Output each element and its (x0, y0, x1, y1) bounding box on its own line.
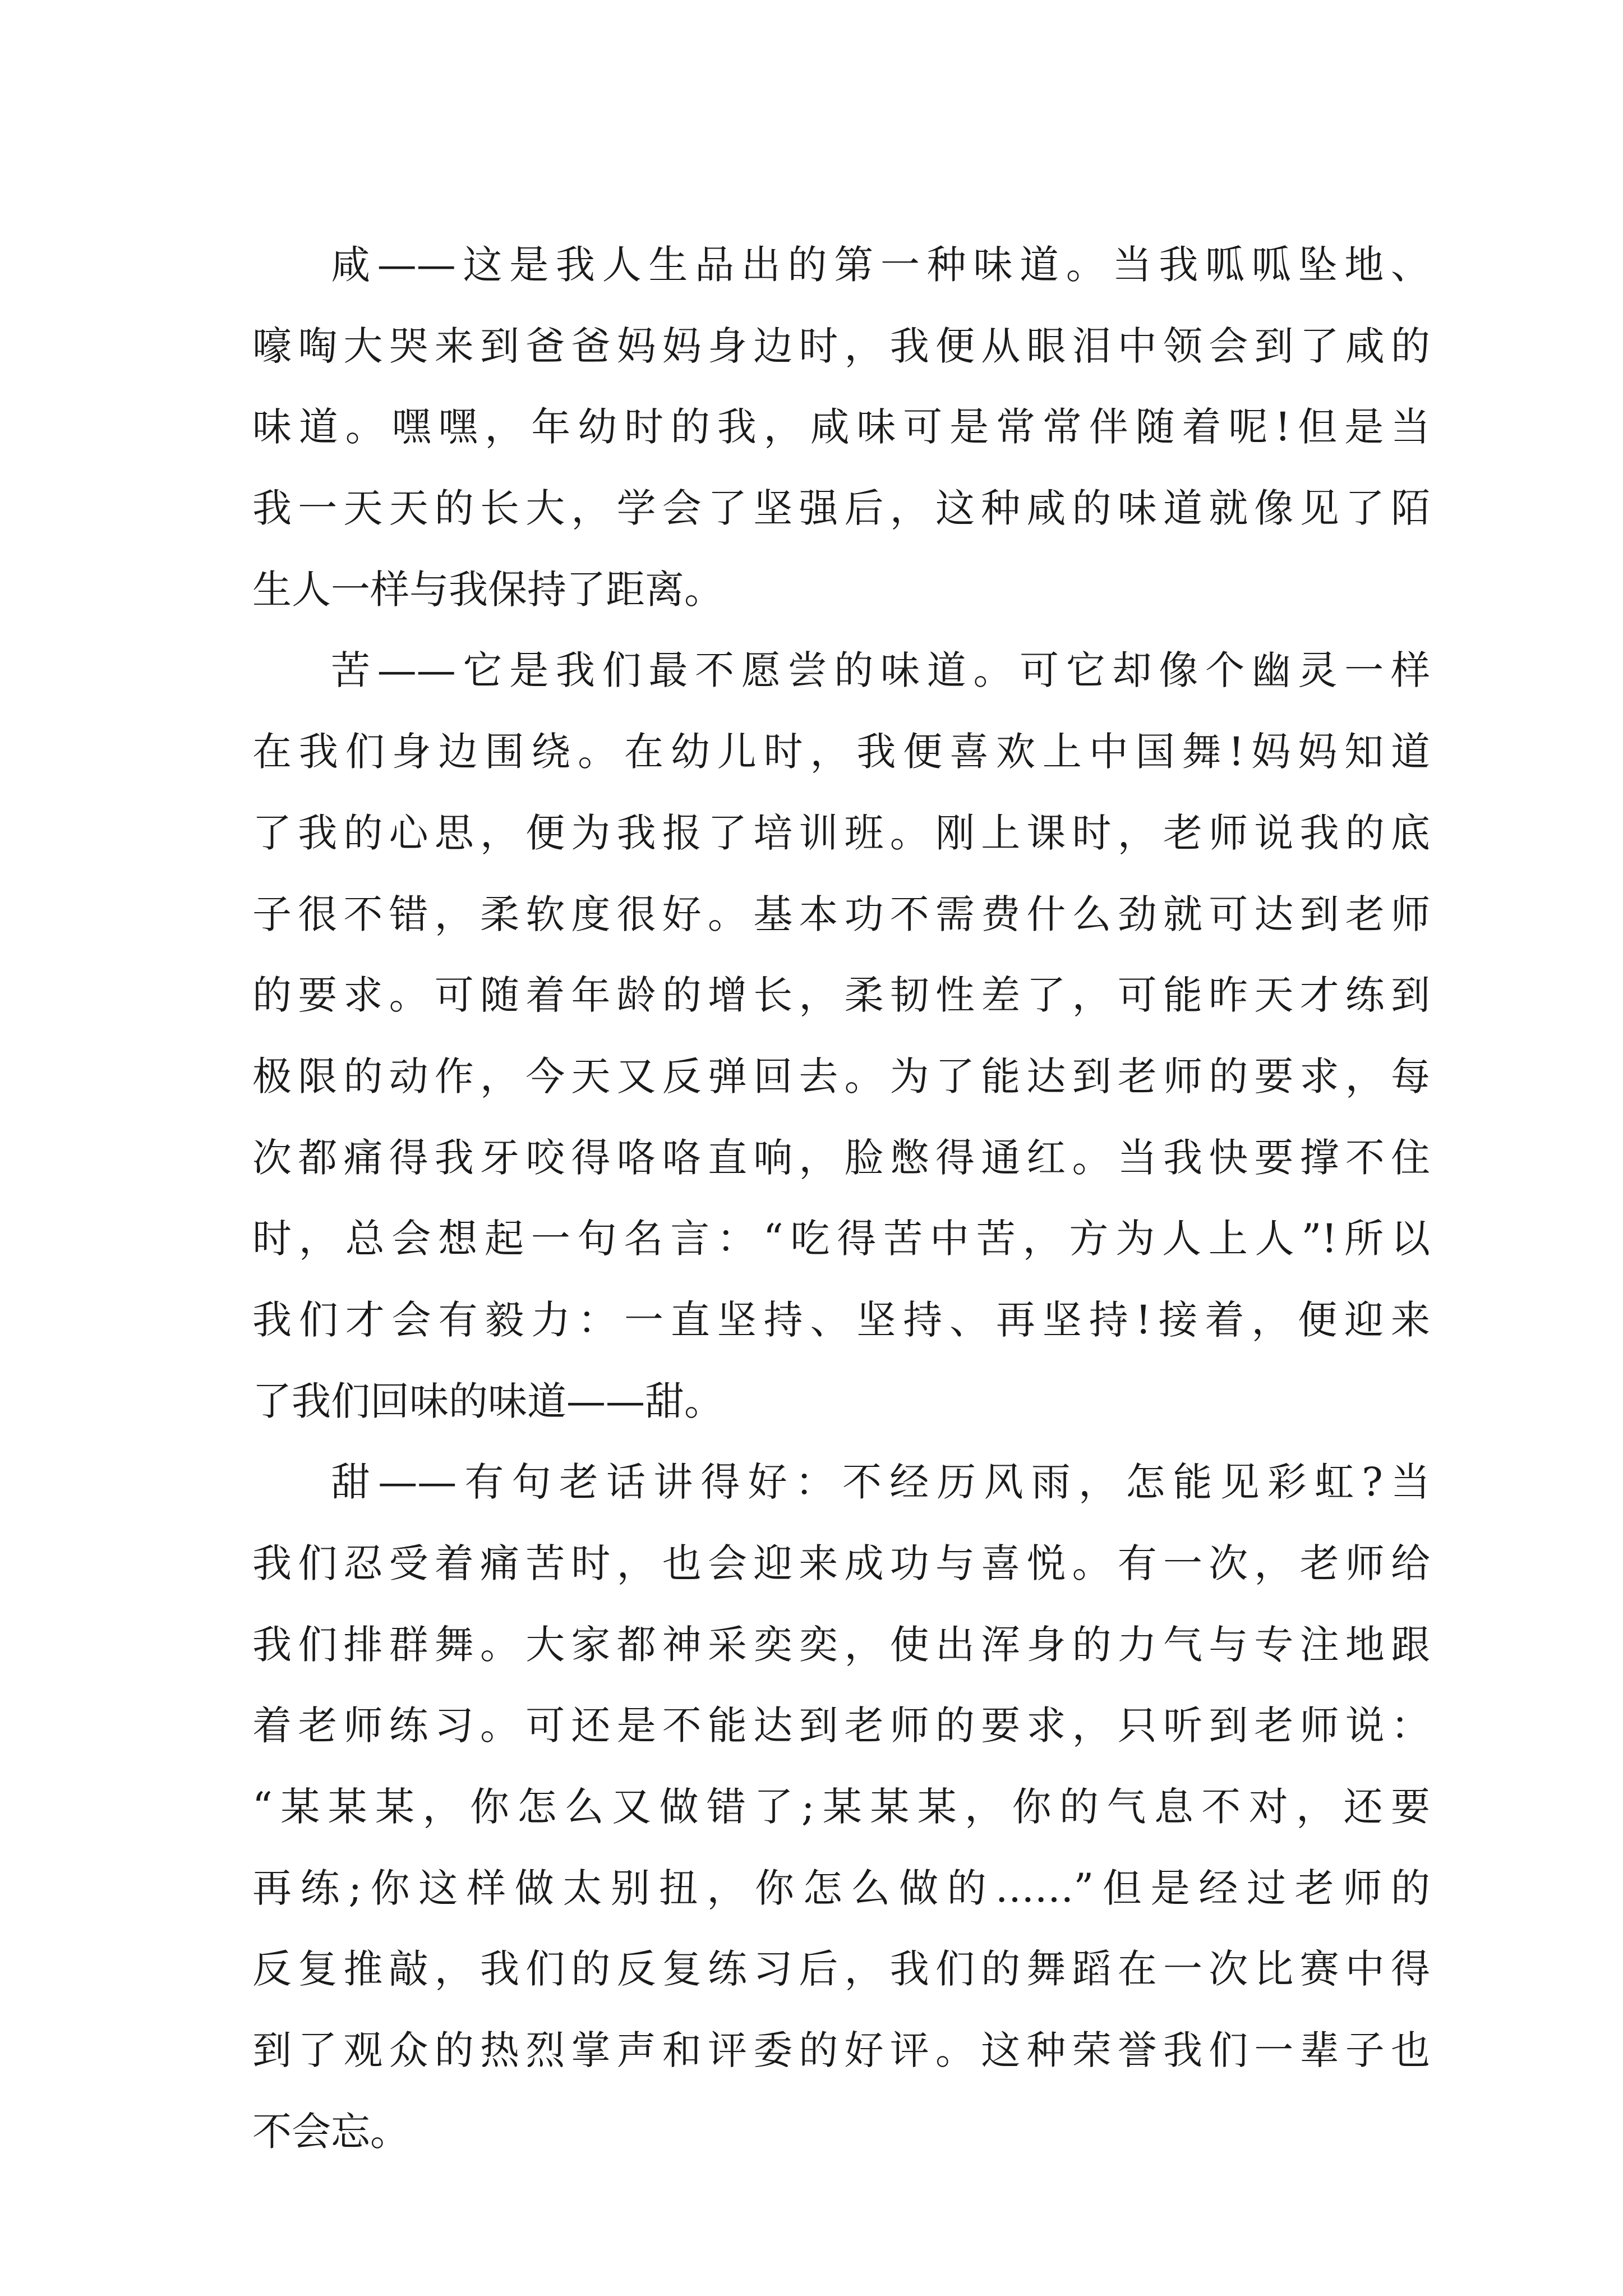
paragraph-line: 嚎啕大哭来到爸爸妈妈身边时，我便从眼泪中领会到了咸的 (252, 323, 1430, 369)
paragraph-line: 极限的动作，今天又反弹回去。为了能达到老师的要求，每 (252, 1053, 1430, 1099)
essay-body (252, 224, 1430, 2173)
paragraph-sweet (252, 1442, 1430, 2172)
paragraph-line: 的要求。可随着年龄的增长，柔韧性差了，可能昨天才练到 (252, 972, 1430, 1019)
paragraph-line: 在我们身边围绕。在幼儿时，我便喜欢上中国舞!妈妈知道 (252, 729, 1430, 775)
paragraph-line: 反复推敲，我们的反复练习后，我们的舞蹈在一次比赛中得 (252, 1946, 1430, 1993)
paragraph-line: 到了观众的热烈掌声和评委的好评。这种荣誉我们一辈子也 (252, 2027, 1430, 2074)
paragraph-line: 生人一样与我保持了距离。 (252, 566, 723, 613)
paragraph-line: 甜——有句老话讲得好：不经历风雨，怎能见彩虹?当 (331, 1459, 1430, 1506)
paragraph-line: “某某某，你怎么又做错了;某某某，你的气息不对，还要 (252, 1784, 1430, 1830)
paragraph-line: 了我们回味的味道——甜。 (252, 1378, 723, 1424)
paragraph-line: 不会忘。 (252, 2108, 409, 2155)
paragraph-line: 咸——这是我人生品出的第一种味道。当我呱呱坠地、 (331, 242, 1430, 288)
paragraph-line: 我们才会有毅力：一直坚持、坚持、再坚持!接着，便迎来 (252, 1296, 1430, 1343)
paragraph-line: 再练;你这样做太别扭，你怎么做的……”但是经过老师的 (252, 1865, 1430, 1911)
paragraph-line: 着老师练习。可还是不能达到老师的要求，只听到老师说： (252, 1703, 1430, 1749)
paragraph-line: 味道。嘿嘿，年幼时的我，咸味可是常常伴随着呢!但是当 (252, 404, 1430, 450)
paragraph-line: 时，总会想起一句名言：“吃得苦中苦，方为人上人”!所以 (252, 1216, 1430, 1262)
paragraph-salty (252, 224, 1430, 630)
paragraph-line: 我们排群舞。大家都神采奕奕，使出浑身的力气与专注地跟 (252, 1621, 1430, 1668)
paragraph-line: 了我的心思，便为我报了培训班。刚上课时，老师说我的底 (252, 809, 1430, 856)
paragraph-line: 次都痛得我牙咬得咯咯直响，脸憋得通红。当我快要撑不住 (252, 1134, 1430, 1181)
paragraph-line: 苦——它是我们最不愿尝的味道。可它却像个幽灵一样 (331, 647, 1430, 694)
paragraph-bitter (252, 630, 1430, 1442)
paragraph-line: 我一天天的长大，学会了坚强后，这种咸的味道就像见了陌 (252, 485, 1430, 532)
paragraph-line: 子很不错，柔软度很好。基本功不需费什么劲就可达到老师 (252, 891, 1430, 937)
paragraph-line: 我们忍受着痛苦时，也会迎来成功与喜悦。有一次，老师给 (252, 1540, 1430, 1586)
